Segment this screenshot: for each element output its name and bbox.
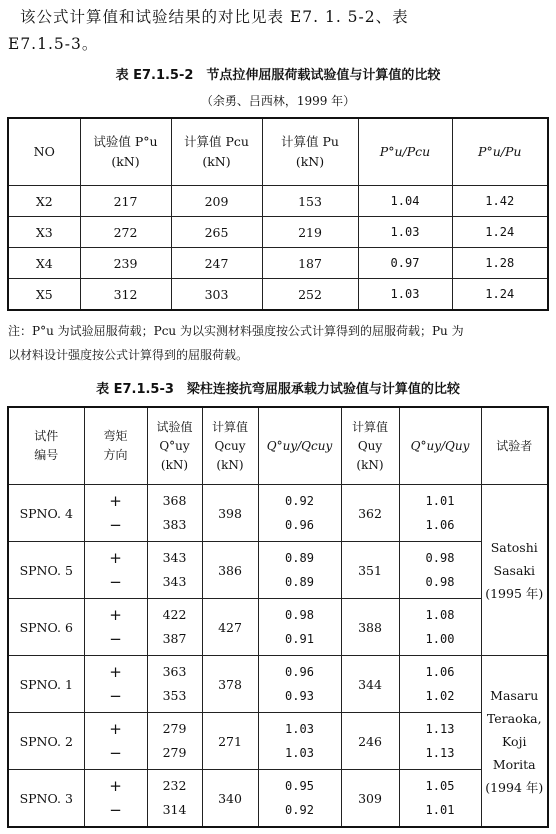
ratio-2-minus: 1.01	[425, 803, 455, 817]
tester-name-line: Teraoka,	[486, 710, 542, 726]
cell-direction	[84, 485, 147, 542]
col-calc-line-2: Quy	[357, 438, 383, 453]
ratio-2-plus: 0.98	[425, 551, 455, 565]
cell-ratio-1	[258, 713, 341, 770]
table2-header-row	[8, 407, 548, 485]
col-ratio-2-label: Q°uy/Quy	[410, 438, 470, 453]
table1-header-row	[8, 118, 548, 186]
tester-year: (1995 年)	[485, 585, 544, 601]
ratio-2-plus: 1.05	[425, 779, 455, 793]
col-test-value	[80, 118, 171, 186]
direction-minus: −	[109, 801, 122, 819]
test-minus: 314	[162, 802, 187, 817]
col-calc-c-value	[171, 118, 262, 186]
cell-calc: 388	[341, 599, 399, 656]
table-row	[8, 656, 548, 713]
table-row	[8, 770, 548, 828]
tester-name-line: Masaru	[490, 687, 539, 703]
direction-minus: −	[109, 687, 122, 705]
cell-calc: 153	[262, 186, 358, 217]
col-calc-c-value	[202, 407, 258, 485]
test-minus: 279	[162, 745, 187, 760]
ratio-1-minus: 0.92	[285, 803, 314, 817]
cell-ratio-2	[399, 485, 481, 542]
ratio-1-plus: 0.89	[285, 551, 314, 565]
ratio-1-minus: 0.93	[285, 689, 314, 703]
test-minus: 353	[162, 688, 187, 703]
cell-test	[147, 770, 202, 828]
col-calc-unit: (kN)	[295, 154, 325, 169]
cell-calc-c: 398	[202, 485, 258, 542]
cell-calc: 351	[341, 542, 399, 599]
ratio-2-plus: 1.01	[425, 494, 455, 508]
cell-no: X2	[8, 186, 80, 217]
direction-minus: −	[109, 573, 122, 591]
table-row	[8, 248, 548, 279]
table1-note	[8, 319, 548, 367]
direction-plus: +	[109, 492, 122, 510]
col-calc-value	[262, 118, 358, 186]
table1-title: 表 E7.1.5-2 节点拉伸屈服荷载试验值与计算值的比较	[115, 68, 441, 83]
col-test-line-1: 试验值	[156, 419, 193, 434]
cell-ratio-1: 1.03	[358, 279, 452, 311]
cell-ratio-1	[258, 599, 341, 656]
cell-tester-group-2	[481, 656, 548, 828]
cell-test	[147, 656, 202, 713]
cell-calc: 362	[341, 485, 399, 542]
cell-calc: 219	[262, 217, 358, 248]
cell-direction	[84, 542, 147, 599]
test-plus: 232	[162, 778, 187, 793]
cell-specimen: SPNO. 1	[8, 656, 84, 713]
col-calc-line-3: (kN)	[356, 457, 384, 472]
col-test-label: 试验值 P°u	[93, 134, 158, 149]
cell-calc-c: 247	[171, 248, 262, 279]
cell-ratio-2: 1.42	[452, 186, 548, 217]
col-tester: 试验者	[481, 407, 548, 485]
table-row	[8, 279, 548, 311]
col-ratio-2	[452, 118, 548, 186]
test-plus: 363	[162, 664, 187, 679]
cell-specimen: SPNO. 2	[8, 713, 84, 770]
col-calc-c-line-1: 计算值	[211, 419, 248, 434]
cell-ratio-2	[399, 770, 481, 828]
ratio-1-plus: 0.92	[285, 494, 314, 508]
cell-calc-c: 265	[171, 217, 262, 248]
cell-specimen: SPNO. 6	[8, 599, 84, 656]
direction-plus: +	[109, 549, 122, 567]
ratio-1-minus: 1.03	[285, 746, 314, 760]
direction-plus: +	[109, 606, 122, 624]
table-row	[8, 217, 548, 248]
direction-minus: −	[109, 516, 122, 534]
ratio-2-minus: 1.06	[425, 518, 455, 532]
cell-test: 272	[80, 217, 171, 248]
direction-plus: +	[109, 720, 122, 738]
cell-specimen: SPNO. 5	[8, 542, 84, 599]
cell-direction	[84, 713, 147, 770]
cell-calc-c: 386	[202, 542, 258, 599]
cell-direction	[84, 599, 147, 656]
cell-calc-c: 209	[171, 186, 262, 217]
ratio-1-minus: 0.89	[285, 575, 314, 589]
ratio-1-plus: 1.03	[285, 722, 314, 736]
intro-line-2: E7.1.5-3。	[8, 35, 99, 53]
cell-test	[147, 542, 202, 599]
col-ratio-2-label: P°u/Pu	[478, 144, 522, 159]
cell-calc-c: 427	[202, 599, 258, 656]
direction-minus: −	[109, 630, 122, 648]
cell-ratio-2	[399, 599, 481, 656]
cell-test: 312	[80, 279, 171, 311]
cell-ratio-1: 1.03	[358, 217, 452, 248]
cell-ratio-1: 1.04	[358, 186, 452, 217]
col-calc-c-line-2: Qcuy	[214, 438, 246, 453]
cell-calc: 344	[341, 656, 399, 713]
cell-calc-c: 303	[171, 279, 262, 311]
test-plus: 368	[162, 493, 187, 508]
cell-direction	[84, 770, 147, 828]
table-row	[8, 186, 548, 217]
cell-ratio-1: 0.97	[358, 248, 452, 279]
test-minus: 383	[162, 517, 187, 532]
col-ratio-1-label: P°u/Pcu	[379, 144, 431, 159]
col-ratio-2	[399, 407, 481, 485]
direction-plus: +	[109, 663, 122, 681]
col-test-unit: (kN)	[111, 154, 140, 169]
cell-test: 239	[80, 248, 171, 279]
cell-calc-c: 271	[202, 713, 258, 770]
col-test-line-3: (kN)	[160, 457, 189, 472]
table-row	[8, 599, 548, 656]
cell-calc: 187	[262, 248, 358, 279]
note-line-1: 注：P°u 为试验屈服荷载；Pcu 为以实测材料强度按公式计算得到的屈服荷载；Pu 为	[8, 324, 464, 338]
intro-line-1: 该公式计算值和试验结果的对比见表 E7. 1. 5-2、表	[20, 8, 409, 26]
cell-direction	[84, 656, 147, 713]
cell-tester-group-1	[481, 485, 548, 656]
table-row	[8, 485, 548, 542]
col-no: NO	[8, 118, 80, 186]
col-specimen-line-1: 试件	[34, 429, 59, 443]
ratio-2-minus: 1.13	[425, 746, 455, 760]
cell-specimen: SPNO. 3	[8, 770, 84, 828]
cell-no: X3	[8, 217, 80, 248]
col-calc-c-label: 计算值 Pcu	[184, 134, 249, 149]
col-direction	[84, 407, 147, 485]
ratio-1-plus: 0.96	[285, 665, 314, 679]
cell-test	[147, 485, 202, 542]
cell-ratio-2: 1.24	[452, 217, 548, 248]
ratio-2-plus: 1.08	[425, 608, 455, 622]
col-calc-label: 计算值 Pu	[281, 134, 339, 149]
ratio-1-minus: 0.91	[285, 632, 314, 646]
tester-name-line: Koji	[502, 733, 527, 749]
ratio-1-minus: 0.96	[285, 518, 314, 532]
test-minus: 343	[162, 574, 187, 589]
col-ratio-1	[258, 407, 341, 485]
test-plus: 279	[162, 721, 187, 736]
table1-source: （余勇、吕西林，1999 年）	[200, 94, 356, 108]
cell-calc-c: 378	[202, 656, 258, 713]
cell-specimen: SPNO. 4	[8, 485, 84, 542]
table2-title: 表 E7.1.5-3 梁柱连接抗弯屈服承载力试验值与计算值的比较	[96, 382, 460, 397]
col-direction-line-2: 方向	[103, 448, 128, 462]
cell-no: X4	[8, 248, 80, 279]
table-row	[8, 542, 548, 599]
cell-ratio-1	[258, 542, 341, 599]
ratio-1-plus: 0.95	[285, 779, 314, 793]
col-calc-value	[341, 407, 399, 485]
ratio-2-minus: 1.02	[425, 689, 455, 703]
ratio-2-plus: 1.13	[425, 722, 455, 736]
test-minus: 387	[162, 631, 187, 646]
col-direction-line-1: 弯矩	[103, 429, 128, 443]
table-e7-1-5-3	[7, 406, 549, 828]
table-row	[8, 713, 548, 770]
test-plus: 422	[162, 607, 187, 622]
cell-calc: 252	[262, 279, 358, 311]
cell-ratio-1	[258, 485, 341, 542]
cell-ratio-1	[258, 656, 341, 713]
ratio-2-minus: 0.98	[425, 575, 455, 589]
cell-ratio-2	[399, 656, 481, 713]
cell-no: X5	[8, 279, 80, 311]
intro-paragraph	[8, 4, 553, 58]
cell-test	[147, 599, 202, 656]
cell-test: 217	[80, 186, 171, 217]
col-calc-line-1: 计算值	[351, 419, 388, 434]
col-calc-c-line-3: (kN)	[216, 457, 244, 472]
table-e7-1-5-2	[7, 117, 549, 311]
cell-test	[147, 713, 202, 770]
tester-name-line: Satoshi	[490, 539, 538, 555]
cell-ratio-2: 1.24	[452, 279, 548, 311]
cell-ratio-1	[258, 770, 341, 828]
ratio-1-plus: 0.98	[285, 608, 314, 622]
test-plus: 343	[162, 550, 187, 565]
ratio-2-plus: 1.06	[425, 665, 455, 679]
col-ratio-1	[358, 118, 452, 186]
tester-year: (1994 年)	[485, 779, 544, 795]
col-test-value	[147, 407, 202, 485]
col-specimen-line-2: 编号	[34, 448, 59, 462]
cell-ratio-2	[399, 542, 481, 599]
cell-calc-c: 340	[202, 770, 258, 828]
cell-ratio-2: 1.28	[452, 248, 548, 279]
direction-minus: −	[109, 744, 122, 762]
tester-name-line: Morita	[492, 756, 536, 772]
cell-calc: 246	[341, 713, 399, 770]
col-ratio-1-label: Q°uy/Qcuy	[266, 438, 333, 453]
col-specimen	[8, 407, 84, 485]
col-calc-c-unit: (kN)	[202, 154, 231, 169]
note-line-2: 以材料设计强度按公式计算得到的屈服荷载。	[8, 348, 249, 362]
cell-calc: 309	[341, 770, 399, 828]
col-test-line-2: Q°uy	[159, 438, 190, 453]
tester-name-line: Sasaki	[493, 562, 535, 578]
direction-plus: +	[109, 777, 122, 795]
ratio-2-minus: 1.00	[425, 632, 455, 646]
cell-ratio-2	[399, 713, 481, 770]
